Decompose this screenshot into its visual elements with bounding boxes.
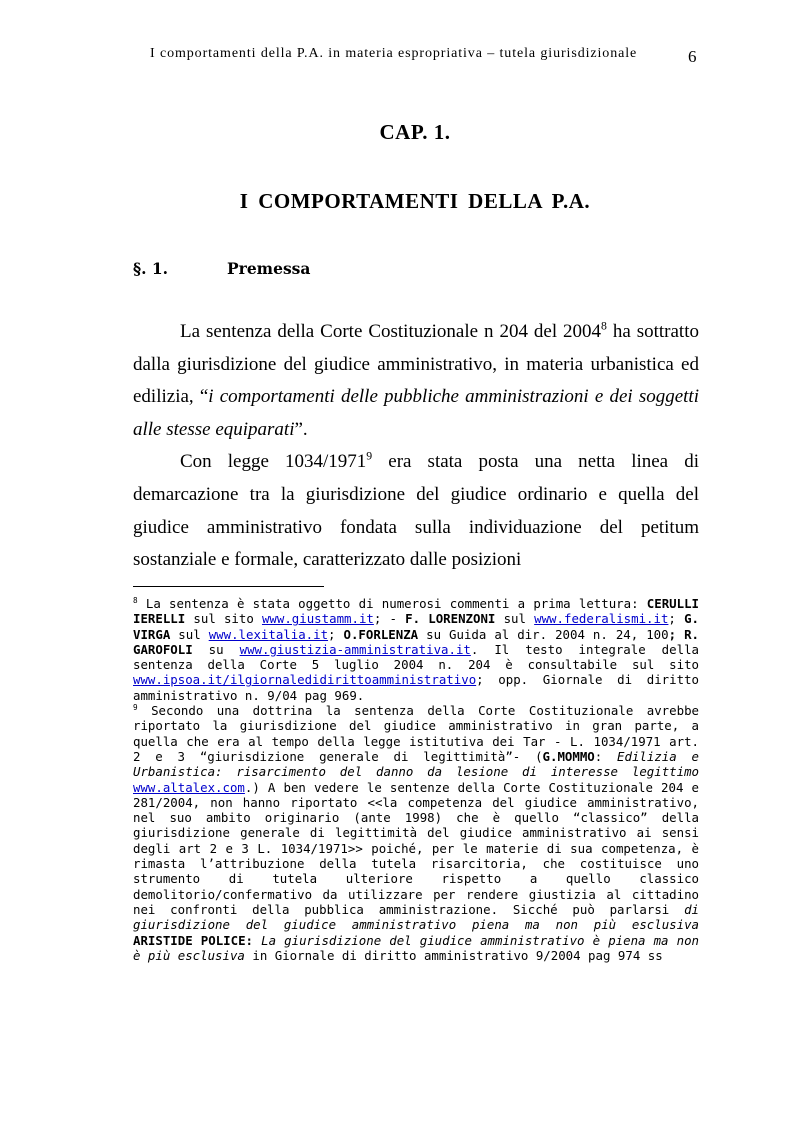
- paragraph-text: ha sottratto dalla giurisdizione del giudice amministrativo, in materia urbanistica ed edilizia, “: [133, 321, 699, 408]
- footnote-text: [253, 933, 261, 948]
- footnote-text: :: [594, 748, 618, 764]
- author-name: ; R. GAROFOLI: [133, 626, 699, 657]
- footnote-text: ;: [668, 611, 685, 627]
- section-number: §. 1.: [133, 259, 169, 278]
- footnote-text: La sentenza è stata oggetto di numerosi commenti a prima lettura:: [137, 596, 647, 611]
- link-federalismi[interactable]: www.federalismi.it: [534, 611, 669, 627]
- footnote-text: ;: [328, 626, 344, 642]
- page-number: 6: [688, 47, 697, 66]
- footnote-text: su Guida al dir. 2004 n. 24, 100: [418, 626, 669, 642]
- paragraph-2: [133, 446, 699, 576]
- chapter-number: CAP. 1.: [379, 120, 451, 144]
- footnote-ref-8[interactable]: 8: [601, 319, 607, 333]
- emphasis-text: di giurisdizione del giudice amministrativo piena ma non più esclusiva: [133, 901, 699, 933]
- author-name: G. VIRGA: [133, 611, 699, 642]
- quoted-italic-text: i comportamenti delle pubbliche amministrazioni e dei soggetti alle stesse equiparati: [133, 386, 699, 440]
- running-header: I comportamenti della P.A. in materia espropriativa – tutela giurisdizionale: [150, 46, 638, 61]
- cited-title: Edilizia e Urbanistica: risarcimento del danno da lesione di interesse legittimo: [133, 748, 699, 780]
- paragraph-1: [133, 316, 699, 446]
- footnote-text: sul: [170, 626, 209, 642]
- paragraph-text: era stata posta una netta linea di demarcazione tra la giurisdizione del giudice ordinario e quella del giudice amministrativo fondata sulla individuazione del petitum sostanziale e formale, caratterizzato dalle posizioni: [133, 451, 699, 571]
- footnote-text: ; opp. Giornale di diritto amministrativo n. 9/04 pag 969.: [133, 672, 699, 703]
- link-giustamm[interactable]: www.giustamm.it: [261, 611, 374, 627]
- footnote-text: sul: [495, 611, 535, 627]
- footnote-ref-9[interactable]: 9: [366, 450, 373, 464]
- footnote-mark: 8: [133, 595, 138, 605]
- cited-title: La giurisdizione del giudice amministrativo è piena ma non è più esclusiva: [133, 932, 700, 963]
- footnote-text: ; -: [373, 611, 406, 627]
- chapter-title: I COMPORTAMENTI DELLA P.A.: [239, 189, 591, 213]
- author-name: ARISTIDE POLICE:: [133, 932, 254, 948]
- footnotes: [133, 596, 699, 963]
- footnote-text: . Il testo integrale della sentenza della Corte 5 luglio 2004 n. 204 è consultabile sul sito: [133, 641, 699, 673]
- link-lexitalia[interactable]: www.lexitalia.it: [208, 626, 329, 642]
- footnote-text: sul sito: [185, 611, 262, 627]
- paragraph-text: ”.: [294, 418, 308, 440]
- footnote-mark: 9: [133, 702, 138, 712]
- footnote-text: Secondo una dottrina la sentenza della Corte Costituzionale avrebbe riportato la giurisdizione del giudice amministrativo in gran parte, a quella che era al tempo della legge istitutiva dei Tar - L. 1034/1971 art. 2 e 3 “giurisdizione generale di legittimità”- (: [133, 703, 699, 764]
- author-name: G.MOMMO: [542, 748, 595, 764]
- link-ipsoa[interactable]: www.ipsoa.it/ilgiornaledidirittoamministrativo: [133, 672, 477, 688]
- footnote-text: in Giornale di diritto amministrativo 9/2004 pag 974 ss: [244, 947, 663, 963]
- footnote-text: .) A ben vedere le sentenze della Corte Costituzionale 204 e 281/2004, non hanno riportato <<la competenza del giudice amministrativo, nel suo ambito originario (ante 1998) che è quello “classico” della giurisdizione generale di legittimità del giudice amministrativo ai sensi degli art 2 e 3 L. 1034/1971>> poiché, per le materie di sua competenza, è rimasta l’attribuzione della tutela risarcitoria, che costituisce uno strumento di tutela ulteriore rispetto a quello classico demolitorio/confermativo da utilizzare per rendere giustizia al cittadino nei confronti della pubblica amministrazione. Sicché può parlarsi: [133, 779, 699, 917]
- footnote-separator: [133, 586, 324, 587]
- section-title: Premessa: [227, 259, 311, 278]
- paragraph-text: Con legge 1034/1971: [180, 451, 367, 473]
- link-giustizia-amministrativa[interactable]: www.giustizia-amministrativa.it: [239, 641, 471, 657]
- author-name: O.FORLENZA: [343, 626, 419, 642]
- author-name: CERULLI IERELLI: [133, 596, 699, 627]
- footnote-8: [133, 596, 699, 703]
- author-name: F. LORENZONI: [405, 611, 496, 627]
- footnote-text: su: [192, 641, 240, 657]
- body-text: [133, 316, 699, 577]
- paragraph-text: La sentenza della Corte Costituzionale n 204 del 2004: [180, 321, 602, 342]
- link-altalex[interactable]: www.altalex.com: [133, 779, 245, 795]
- footnote-9: [133, 703, 699, 963]
